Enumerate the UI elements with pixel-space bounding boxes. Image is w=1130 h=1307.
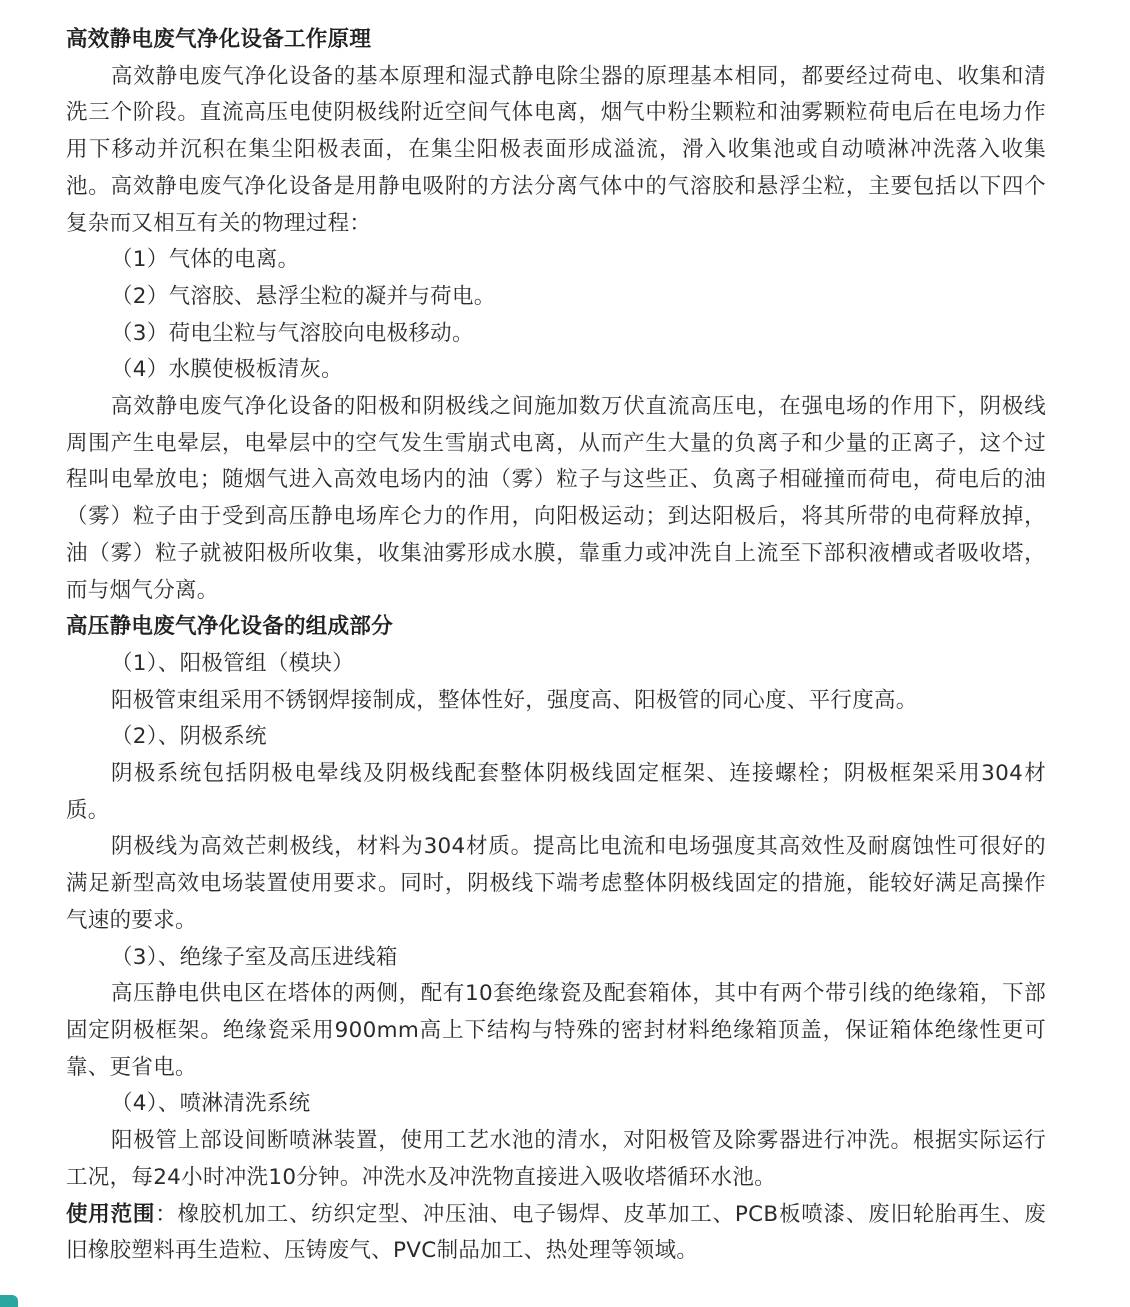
section-heading-principle: 高效静电废气净化设备工作原理: [66, 27, 372, 52]
paragraph-insulator: 高压静电供电区在塔体的两侧，配有10套绝缘瓷及配套箱体，其中有两个带引线的绝缘箱，下部固定阴极框架。绝缘瓷采用900mm高上下结构与特殊的密封材料绝缘箱顶盖，保证箱体绝缘性更可靠、更省电。: [66, 981, 1046, 1080]
paragraph-usage-scope: [66, 1197, 1046, 1270]
list-item-process-1: （1）气体的电离。: [111, 247, 300, 273]
component-heading-spray: （4）、喷淋清洗系统: [111, 1091, 311, 1117]
usage-scope-label: 使用范围: [66, 1201, 156, 1227]
usage-scope-text: ：橡胶机加工、纺织定型、冲压油、电子锡焊、皮革加工、PCB板喷漆、废旧轮胎再生、废旧橡胶塑料再生造粒、压铸废气、PVC制品加工、热处理等领域。: [66, 1201, 1047, 1264]
paragraph-principle-intro: 高效静电废气净化设备的基本原理和湿式静电除尘器的原理基本相同，都要经过荷电、收集和清洗三个阶段。直流高压电使阴极线附近空间气体电离，烟气中粉尘颗粒和油雾颗粒荷电后在电场力作用下移动并沉积在集尘阳极表面，在集尘阳极表面形成溢流，滑入收集池或自动喷淋冲洗落入收集池。高效静电废气净化设备是用静电吸附的方法分离气体中的气溶胶和悬浮尘粒，主要包括以下四个复杂而又相互有关的物理过程：: [66, 63, 1046, 236]
paragraph-corona-discharge: 高效静电废气净化设备的阳极和阴极线之间施加数万伏直流高压电，在强电场的作用下，阴极线周围产生电晕层，电晕层中的空气发生雪崩式电离，从而产生大量的负离子和少量的正离子，这个过程叫电晕放电；随烟气进入高效电场内的油（雾）粒子与这些正、负离子相碰撞而荷电，荷电后的油（雾）粒子由于受到高压静电场库仑力的作用，向阳极运动；到达阳极后，将其所带的电荷释放掉，油（雾）粒子就被阳极所收集，收集油雾形成水膜，靠重力或冲洗自上流至下部积液槽或者吸收塔，而与烟气分离。: [66, 394, 1046, 603]
paragraph-spray: 阳极管上部设间断喷淋装置，使用工艺水池的清水，对阳极管及除雾器进行冲洗。根据实际运行工况，每24小时冲洗10分钟。冲洗水及冲洗物直接进入吸收塔循环水池。: [66, 1128, 1046, 1190]
component-heading-insulator: （3）、绝缘子室及高压进线箱: [111, 944, 398, 970]
paragraph-cathode-system: 阴极系统包括阴极电晕线及阴极线配套整体阴极线固定框架、连接螺栓；阴极框架采用304材质。: [66, 761, 1046, 823]
list-item-process-4: （4）水膜使极板清灰。: [111, 357, 343, 383]
list-item-process-3: （3）荷电尘粒与气溶胶向电极移动。: [111, 320, 474, 346]
component-heading-cathode: （2）、阴极系统: [111, 724, 267, 750]
section-heading-components: 高压静电废气净化设备的组成部分: [66, 614, 394, 640]
corner-decoration: [0, 1295, 18, 1307]
paragraph-cathode-wire: 阴极线为高效芒刺极线，材料为304材质。提高比电流和电场强度其高效性及耐腐蚀性可很好的满足新型高效电场装置使用要求。同时，阴极线下端考虑整体阴极线固定的措施，能较好满足高操作气速的要求。: [66, 834, 1046, 933]
document-body: [66, 22, 1046, 1270]
list-item-process-2: （2）气溶胶、悬浮尘粒的凝并与荷电。: [111, 283, 496, 309]
component-heading-anode: （1）、阳极管组（模块）: [111, 650, 355, 676]
paragraph-anode: 阳极管束组采用不锈钢焊接制成，整体性好，强度高、阳极管的同心度、平行度高。: [111, 687, 918, 713]
